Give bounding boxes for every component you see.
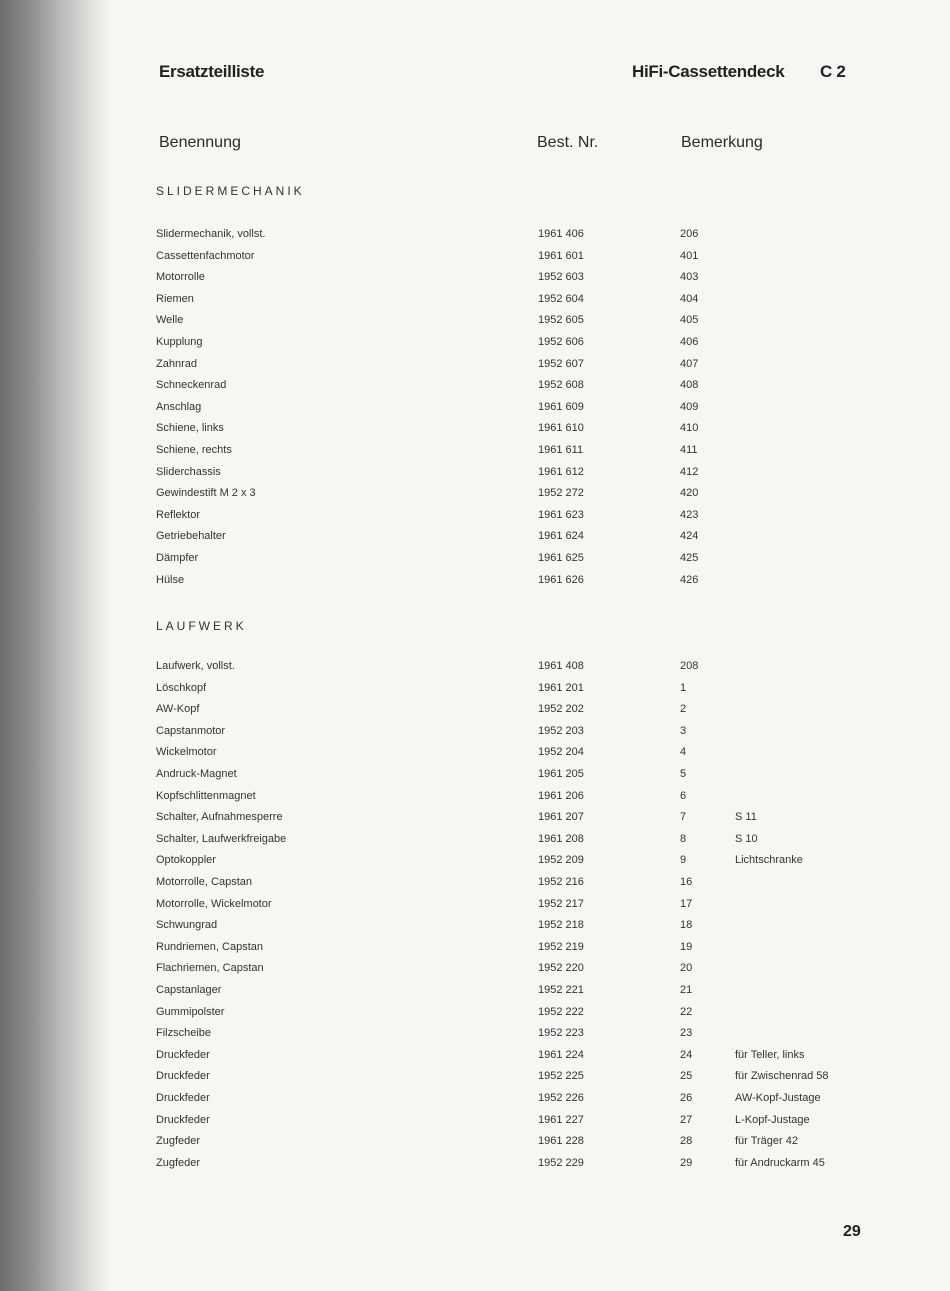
part-name: Andruck-Magnet <box>156 768 237 780</box>
column-header-name: Benennung <box>159 134 241 151</box>
position-number: 17 <box>680 897 693 910</box>
table-row <box>0 574 950 595</box>
part-name: Zugfeder <box>156 1156 201 1169</box>
part-name: Reflektor <box>156 508 201 521</box>
position-number: 20 <box>680 962 693 975</box>
column-header-remark: Bemerkung <box>681 134 763 151</box>
part-number: 1961 623 <box>538 508 584 521</box>
table-row <box>0 336 950 357</box>
table-row <box>0 1070 950 1091</box>
table-row <box>0 1157 950 1178</box>
part-name: Dämpfer <box>156 552 199 564</box>
part-number: 1952 221 <box>538 984 584 996</box>
position-number: 6 <box>680 789 687 802</box>
table-row <box>0 422 950 443</box>
remark: AW-Kopf-Justage <box>735 1092 821 1104</box>
part-name: Wickelmotor <box>156 746 217 759</box>
part-name: Druckfeder <box>156 1070 210 1083</box>
table-row <box>0 703 950 724</box>
header-product: HiFi-Cassettendeck <box>632 62 785 81</box>
position-number: 8 <box>680 832 687 845</box>
remark: S 11 <box>735 811 757 824</box>
part-name: Flachriemen, Capstan <box>156 962 264 975</box>
position-number: 7 <box>680 811 687 824</box>
remark: Lichtschranke <box>735 854 803 867</box>
position-number: 406 <box>680 336 699 348</box>
table-row <box>0 1092 950 1113</box>
position-number: 208 <box>680 660 699 672</box>
table-row <box>0 725 950 746</box>
table-row <box>0 250 950 271</box>
part-number: 1952 202 <box>538 703 584 716</box>
table-row <box>0 746 950 767</box>
position-number: 410 <box>680 422 699 435</box>
part-name: Löschkopf <box>156 681 207 694</box>
part-number: 1961 228 <box>538 1135 584 1148</box>
table-row <box>0 487 950 508</box>
part-number: 1961 408 <box>538 660 584 672</box>
position-number: 408 <box>680 379 699 392</box>
position-number: 425 <box>680 552 699 564</box>
part-number: 1961 626 <box>538 573 584 586</box>
table-row <box>0 1135 950 1156</box>
part-name: Capstanmotor <box>156 724 226 737</box>
position-number: 420 <box>680 487 699 500</box>
table-row <box>0 1027 950 1048</box>
position-number: 423 <box>680 508 699 521</box>
position-number: 25 <box>680 1070 693 1083</box>
table-row <box>0 509 950 530</box>
table-row <box>0 790 950 811</box>
part-name: Riemen <box>156 292 194 305</box>
position-number: 22 <box>680 1005 693 1018</box>
part-number: 1952 220 <box>538 962 584 975</box>
position-number: 407 <box>680 357 699 370</box>
part-number: 1961 609 <box>538 400 584 413</box>
part-name: Filzscheibe <box>156 1027 212 1040</box>
part-number: 1952 225 <box>538 1070 584 1083</box>
part-name: Capstanlager <box>156 984 222 996</box>
position-number: 2 <box>680 703 687 716</box>
position-number: 3 <box>680 724 687 737</box>
position-number: 18 <box>680 919 693 932</box>
part-name: Laufwerk, vollst. <box>156 660 235 672</box>
part-name: Kupplung <box>156 336 203 348</box>
part-number: 1952 217 <box>538 897 584 910</box>
part-number: 1952 203 <box>538 724 584 737</box>
table-row <box>0 768 950 789</box>
table-row <box>0 660 950 681</box>
part-name: Schwungrad <box>156 919 218 932</box>
table-row <box>0 941 950 962</box>
position-number: 28 <box>680 1135 693 1148</box>
table-row <box>0 1114 950 1135</box>
part-number: 1952 604 <box>538 292 584 305</box>
part-number: 1961 201 <box>538 681 584 694</box>
part-name: Cassettenfachmotor <box>156 249 255 262</box>
part-name: Schiene, links <box>156 422 224 435</box>
position-number: 412 <box>680 465 699 478</box>
table-row <box>0 530 950 551</box>
position-number: 24 <box>680 1048 693 1061</box>
position-number: 26 <box>680 1092 693 1104</box>
part-name: Motorrolle, Capstan <box>156 876 252 888</box>
remark: für Träger 42 <box>735 1135 798 1148</box>
part-name: Gummipolster <box>156 1005 225 1018</box>
table-row <box>0 984 950 1005</box>
part-number: 1952 608 <box>538 379 584 392</box>
part-number: 1952 222 <box>538 1005 584 1018</box>
part-number: 1961 207 <box>538 811 584 824</box>
part-number: 1961 208 <box>538 832 584 845</box>
part-number: 1961 601 <box>538 249 584 262</box>
header-model: C 2 <box>820 62 846 81</box>
table-row <box>0 552 950 573</box>
position-number: 16 <box>680 876 693 888</box>
part-number: 1961 406 <box>538 228 584 240</box>
part-name: AW-Kopf <box>156 703 200 716</box>
table-row <box>0 466 950 487</box>
table-row <box>0 444 950 465</box>
part-name: Gewindestift M 2 x 3 <box>156 487 256 500</box>
table-row <box>0 1006 950 1027</box>
part-name: Kopfschlittenmagnet <box>156 789 256 802</box>
part-number: 1961 205 <box>538 768 584 780</box>
table-row <box>0 228 950 249</box>
table-row <box>0 379 950 400</box>
part-name: Schalter, Aufnahmesperre <box>156 811 283 824</box>
remark: für Teller, links <box>735 1048 805 1061</box>
part-number: 1961 612 <box>538 465 584 478</box>
part-name: Motorrolle <box>156 271 205 284</box>
part-number: 1961 625 <box>538 552 584 564</box>
position-number: 405 <box>680 314 699 327</box>
position-number: 4 <box>680 746 687 759</box>
part-number: 1952 216 <box>538 876 584 888</box>
part-number: 1952 605 <box>538 314 584 327</box>
part-name: Zahnrad <box>156 357 197 370</box>
part-number: 1961 224 <box>538 1048 584 1061</box>
position-number: 409 <box>680 400 699 413</box>
table-row <box>0 811 950 832</box>
table-row <box>0 682 950 703</box>
position-number: 21 <box>680 984 693 996</box>
position-number: 426 <box>680 573 699 586</box>
table-row <box>0 876 950 897</box>
table-row <box>0 314 950 335</box>
page-number: 29 <box>843 1223 861 1240</box>
remark: für Andruckarm 45 <box>735 1156 825 1169</box>
position-number: 424 <box>680 530 699 543</box>
position-number: 404 <box>680 292 699 305</box>
position-number: 401 <box>680 249 699 262</box>
part-number: 1952 209 <box>538 854 584 867</box>
part-number: 1961 610 <box>538 422 584 435</box>
section-title: LAUFWERK <box>156 619 247 633</box>
part-name: Schneckenrad <box>156 379 227 392</box>
position-number: 27 <box>680 1113 693 1126</box>
position-number: 411 <box>680 444 698 456</box>
part-number: 1952 603 <box>538 271 584 284</box>
part-name: Rundriemen, Capstan <box>156 940 264 953</box>
part-number: 1961 206 <box>538 789 584 802</box>
part-number: 1952 607 <box>538 357 584 370</box>
part-name: Optokoppler <box>156 854 216 867</box>
part-name: Welle <box>156 314 184 327</box>
table-row <box>0 898 950 919</box>
part-name: Zugfeder <box>156 1135 201 1148</box>
position-number: 5 <box>680 768 687 780</box>
position-number: 29 <box>680 1156 693 1169</box>
table-row <box>0 854 950 875</box>
part-name: Druckfeder <box>156 1113 210 1126</box>
part-number: 1952 226 <box>538 1092 584 1104</box>
part-number: 1961 624 <box>538 530 584 543</box>
position-number: 403 <box>680 271 699 284</box>
part-number: 1952 223 <box>538 1027 584 1040</box>
part-name: Slidermechanik, vollst. <box>156 228 266 240</box>
part-name: Schalter, Laufwerkfreigabe <box>156 832 287 845</box>
part-name: Motorrolle, Wickelmotor <box>156 897 272 910</box>
position-number: 1 <box>680 681 687 694</box>
position-number: 206 <box>680 228 699 240</box>
part-number: 1952 606 <box>538 336 584 348</box>
part-name: Druckfeder <box>156 1092 210 1104</box>
remark: S 10 <box>735 832 758 845</box>
table-row <box>0 271 950 292</box>
part-name: Hülse <box>156 573 185 586</box>
part-number: 1952 229 <box>538 1156 584 1169</box>
table-row <box>0 1049 950 1070</box>
table-row <box>0 962 950 983</box>
part-number: 1961 611 <box>538 444 584 456</box>
part-name: Sliderchassis <box>156 465 221 478</box>
remark: L-Kopf-Justage <box>735 1113 810 1126</box>
part-name: Anschlag <box>156 400 202 413</box>
table-row <box>0 833 950 854</box>
table-row <box>0 293 950 314</box>
part-number: 1952 204 <box>538 746 584 759</box>
section-title: SLIDERMECHANIK <box>156 184 305 198</box>
part-name: Druckfeder <box>156 1048 210 1061</box>
table-row <box>0 919 950 940</box>
header-title: Ersatzteilliste <box>159 62 265 81</box>
part-number: 1961 227 <box>538 1113 584 1126</box>
part-name: Getriebehalter <box>156 530 226 543</box>
position-number: 9 <box>680 854 687 867</box>
table-row <box>0 401 950 422</box>
part-number: 1952 218 <box>538 919 584 932</box>
position-number: 19 <box>680 940 693 953</box>
remark: für Zwischenrad 58 <box>735 1070 829 1083</box>
table-row <box>0 358 950 379</box>
column-header-number: Best. Nr. <box>537 134 599 151</box>
part-name: Schiene, rechts <box>156 444 232 456</box>
part-number: 1952 272 <box>538 487 584 500</box>
part-number: 1952 219 <box>538 940 584 953</box>
position-number: 23 <box>680 1027 693 1040</box>
